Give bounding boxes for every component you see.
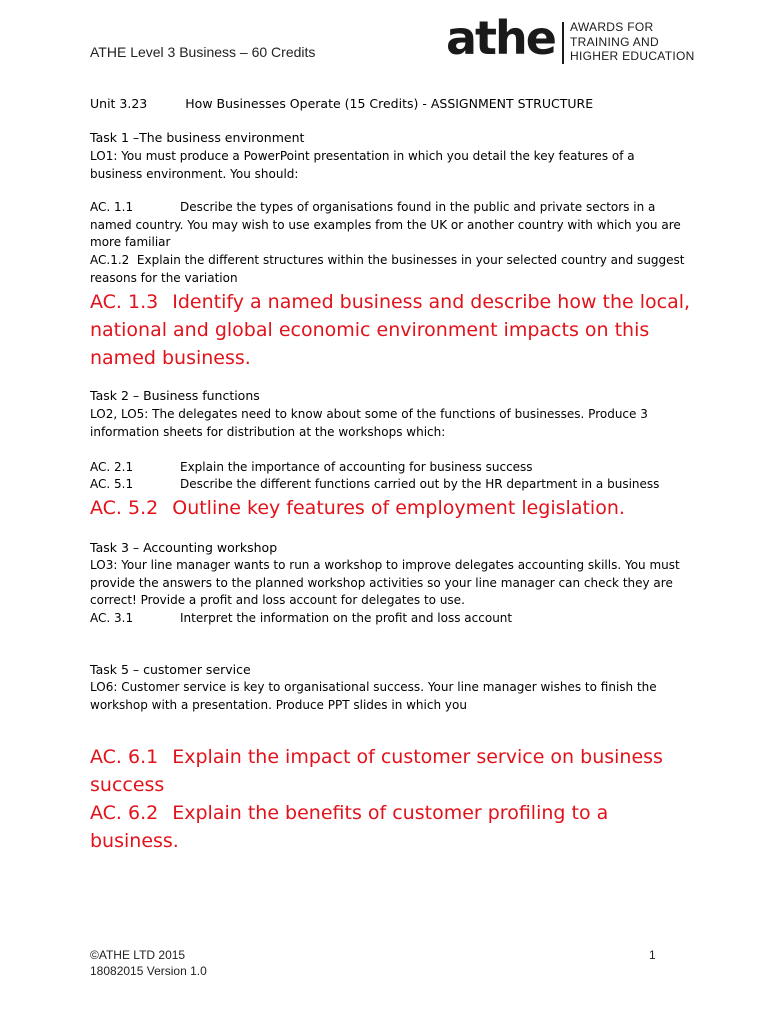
ac-1-3-highlight	[90, 288, 700, 372]
ac-code: AC. 1.3	[90, 291, 159, 313]
ac-3-1	[90, 610, 690, 628]
logo-tagline-line: AWARDS FOR	[570, 20, 654, 34]
task1-intro: LO1: You must produce a PowerPoint presentation in which you detail the key features of a business environment. You should:	[90, 149, 635, 181]
logo-wordmark: athe	[446, 11, 555, 65]
ac-code: AC.1.2	[90, 253, 130, 267]
ac-text: Explain the importance of accounting for business success	[180, 460, 533, 474]
ac-code: AC. 5.1	[90, 477, 134, 491]
ac-text: Describe the types of organisations found in the public and private sectors in a named country. You may wish to use examples from the UK or another country with which you are more familiar	[90, 200, 681, 249]
ac-text: Outline key features of employment legislation.	[172, 497, 625, 519]
footer-version: 18082015 Version 1.0	[90, 964, 207, 978]
ac-5-2-highlight	[90, 494, 700, 522]
task3-intro: LO3: Your line manager wants to run a workshop to improve delegates accounting skills. You must provide the answers to the planned workshop activities so your line manager can check they are correct! Provide a profit and loss account for delegates to use.	[90, 558, 680, 607]
ac-2-1	[90, 459, 690, 477]
unit-title	[90, 96, 593, 111]
ac-code: AC. 6.2	[90, 802, 159, 824]
document-header-title: ATHE Level 3 Business – 60 Credits	[90, 44, 316, 60]
ac-text: Explain the different structures within the businesses in your selected country and suggest reasons for the variation	[90, 253, 685, 285]
logo-tagline-line: HIGHER EDUCATION	[570, 49, 695, 63]
logo-tagline	[570, 20, 695, 64]
ac-text: Interpret the information on the profit and loss account	[180, 611, 513, 625]
logo-tagline-line: TRAINING AND	[570, 34, 659, 49]
ac-6-1-highlight	[90, 743, 700, 799]
task3-heading: Task 3 – Accounting workshop	[90, 540, 278, 555]
ac-text: Explain the impact of customer service on business success	[90, 746, 663, 796]
task5-heading: Task 5 – customer service	[90, 662, 251, 677]
unit-code: Unit 3.23	[90, 96, 148, 111]
task2-intro: LO2, LO5: The delegates need to know about some of the functions of businesses. Produce 3 information sheets for distribution at the workshops which:	[90, 407, 648, 439]
ac-code: AC. 1.1	[90, 200, 134, 214]
ac-text: Describe the different functions carried out by the HR department in a business	[180, 477, 660, 491]
ac-code: AC. 3.1	[90, 611, 134, 625]
ac-5-1	[90, 476, 690, 494]
task5-intro: LO6: Customer service is key to organisational success. Your line manager wishes to finish the workshop with a presentation. Produce PPT slides in which you	[90, 680, 657, 712]
ac-code: AC. 2.1	[90, 460, 134, 474]
logo-divider	[562, 22, 564, 64]
ac-text: Identify a named business and describe how the local, national and global economic environment impacts on this named business.	[90, 291, 691, 369]
athe-logo	[446, 11, 695, 68]
ac-6-2-highlight	[90, 799, 700, 855]
ac-text: Explain the benefits of customer profiling to a business.	[90, 802, 609, 852]
ac-code: AC. 6.1	[90, 746, 159, 768]
footer-copyright: ©ATHE LTD 2015	[90, 948, 186, 962]
ac-1-2	[90, 252, 690, 287]
task1-heading: Task 1 –The business environment	[90, 130, 305, 145]
task2-heading: Task 2 – Business functions	[90, 388, 260, 403]
unit-name: How Businesses Operate (15 Credits) - ASSIGNMENT STRUCTURE	[185, 96, 594, 111]
ac-code: AC. 5.2	[90, 497, 159, 519]
ac-1-1	[90, 199, 690, 252]
page-number: 1	[649, 948, 656, 962]
